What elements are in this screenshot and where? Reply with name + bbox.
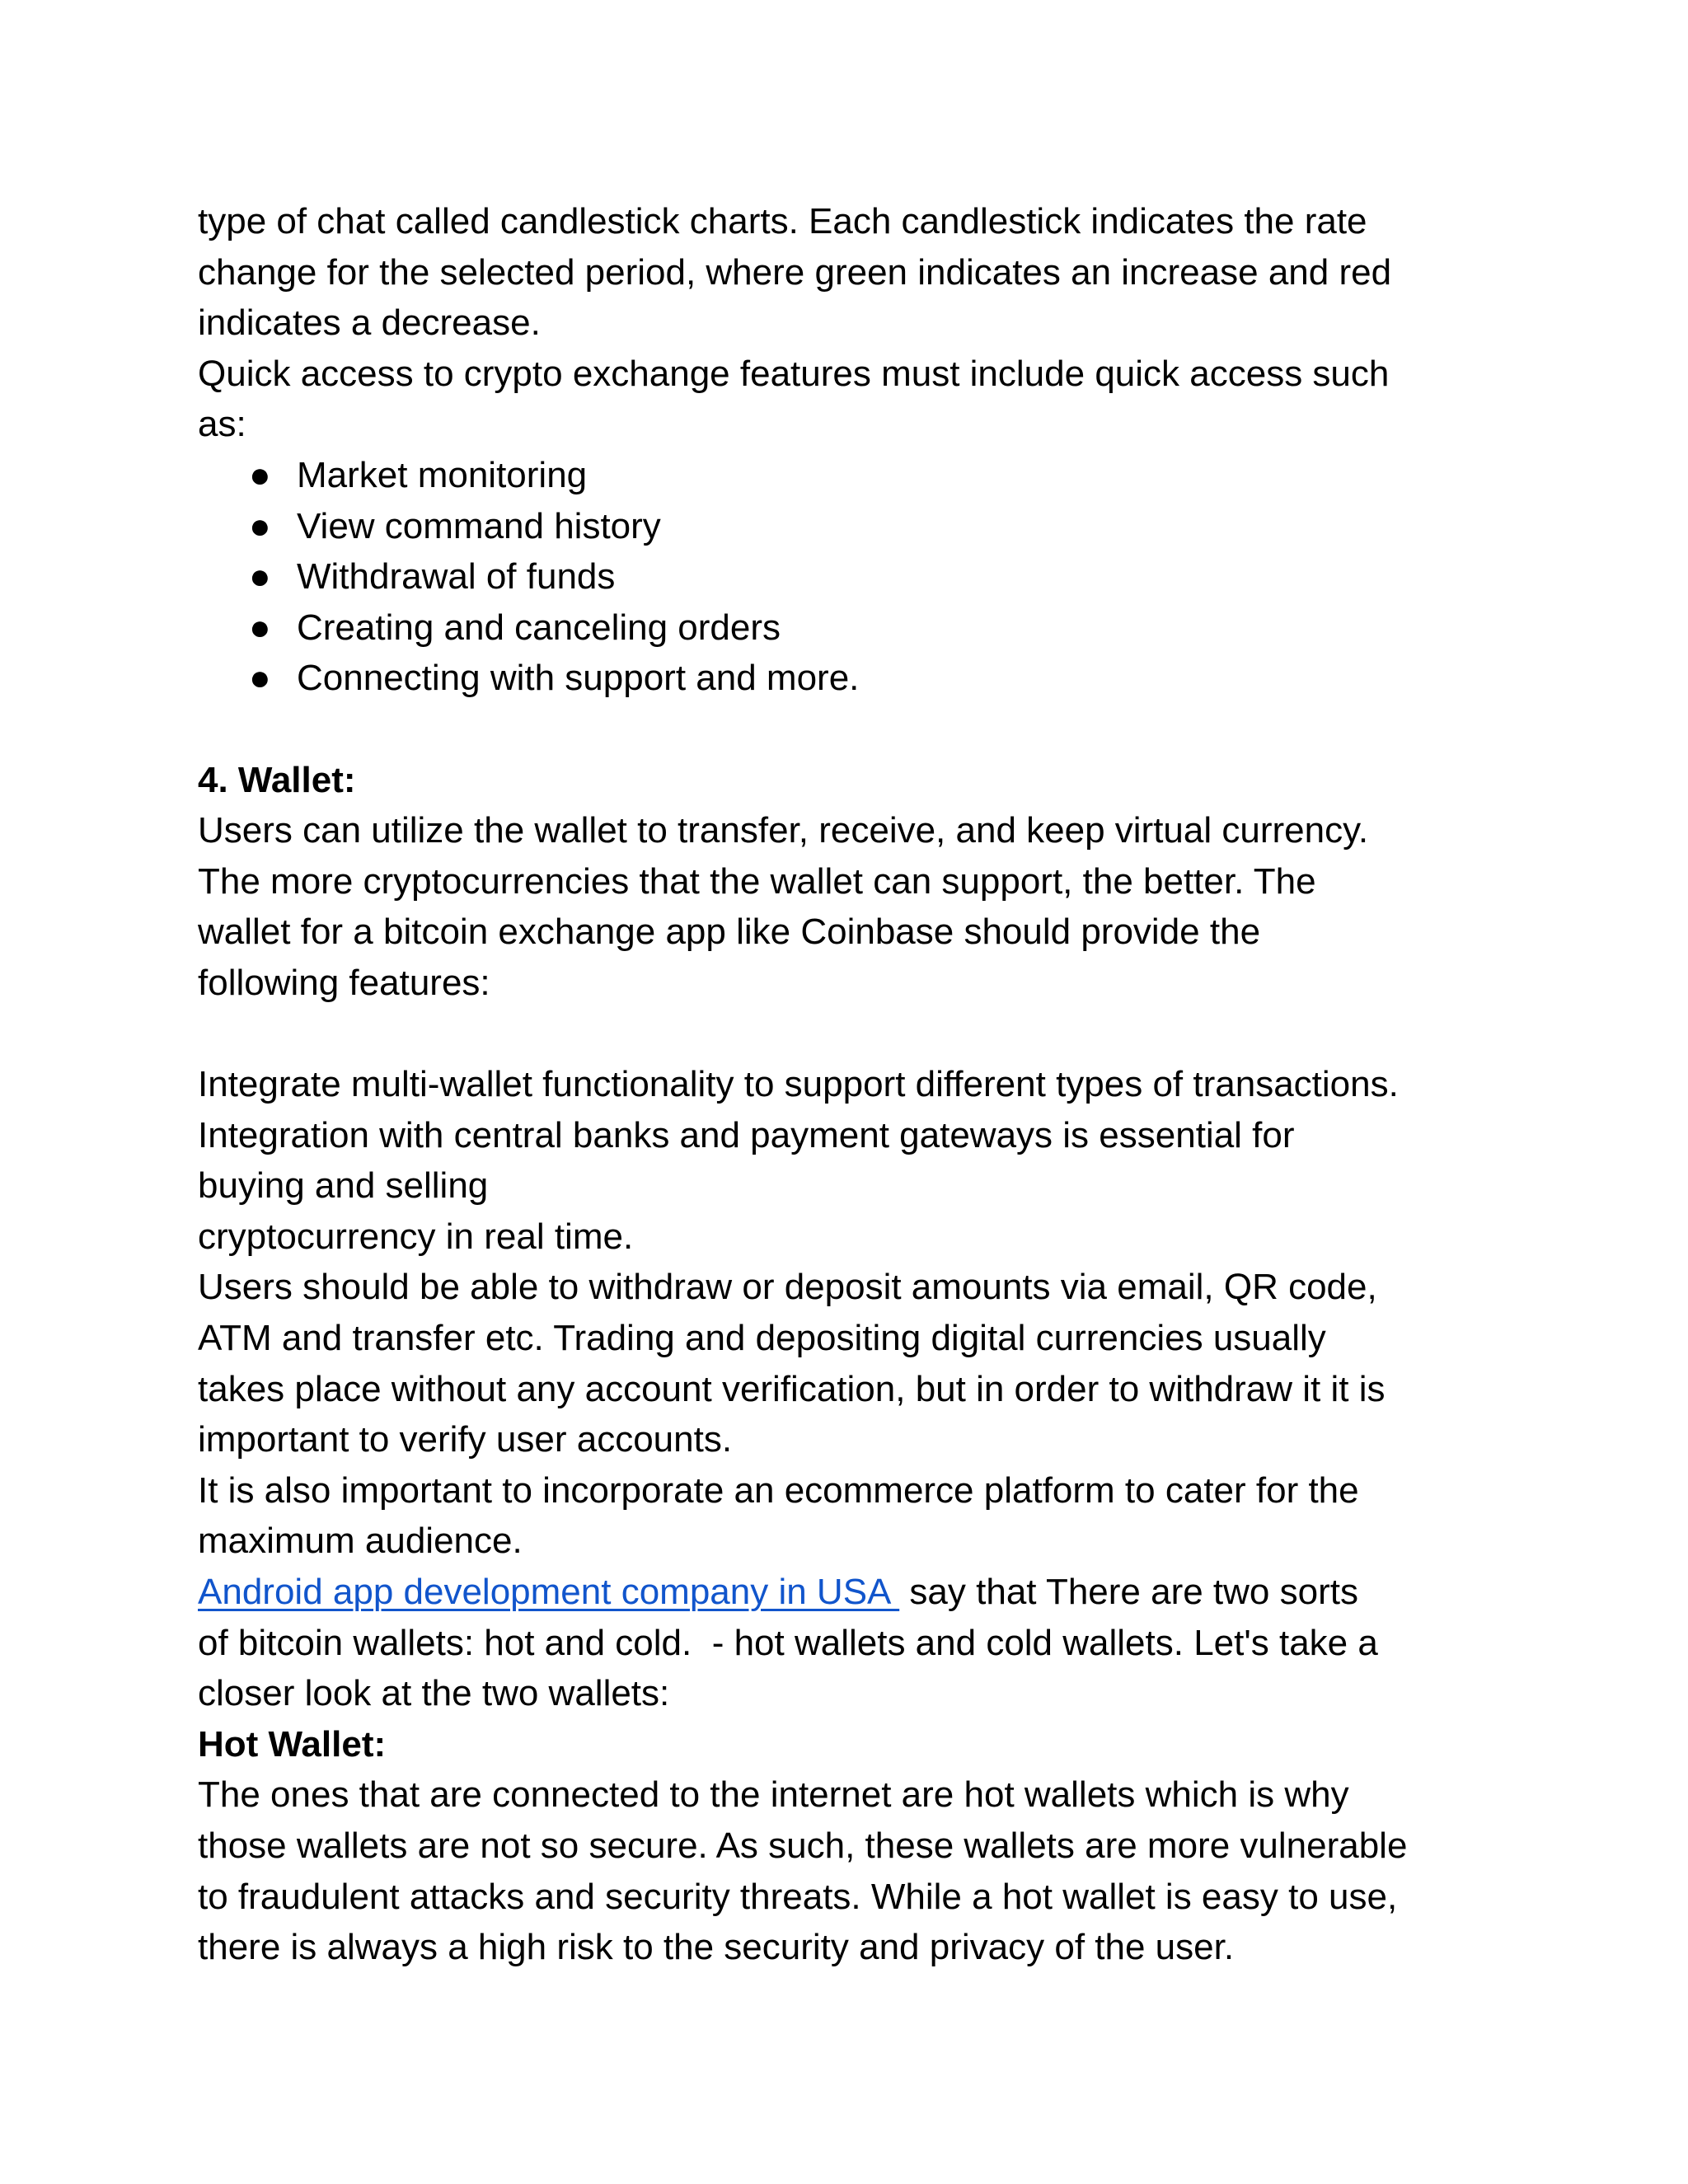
- spacer: [198, 1009, 1500, 1060]
- text-line: those wallets are not so secure. As such, these wallets are more vulnerable: [198, 1825, 1408, 1866]
- text-line: following features:: [198, 962, 490, 1003]
- text-line: indicates a decrease.: [198, 302, 541, 344]
- text-line: takes place without any account verification, but in order to withdraw it it is: [198, 1368, 1386, 1409]
- list-item-label: Connecting with support and more.: [297, 658, 860, 699]
- list-item-label: View command history: [297, 505, 661, 546]
- list-item: [198, 501, 1500, 552]
- text-line: important to verify user accounts.: [198, 1419, 733, 1460]
- wallet-intro-paragraph: [198, 805, 1500, 1008]
- text-line: [198, 1567, 1500, 1618]
- wallet-features-paragraph: [198, 1059, 1500, 1567]
- text-line: Users can utilize the wallet to transfer, receive, and keep virtual currency.: [198, 810, 1369, 851]
- wallet-types-paragraph: [198, 1567, 1500, 1719]
- text-line: Integrate multi-wallet functionality to support different types of transactions.: [198, 1064, 1399, 1105]
- text-line: Quick access to crypto exchange features must include quick access such: [198, 353, 1390, 394]
- hot-wallet-paragraph: [198, 1769, 1500, 1972]
- list-item: [198, 653, 1500, 704]
- text-line: buying and selling: [198, 1165, 489, 1207]
- text-line: The ones that are connected to the internet are hot wallets which is why: [198, 1774, 1349, 1816]
- android-company-link[interactable]: Android app development company in USA: [198, 1572, 900, 1613]
- list-item-label: Creating and canceling orders: [297, 607, 781, 648]
- text-line: as:: [198, 404, 246, 445]
- text-line: cryptocurrency in real time.: [198, 1216, 634, 1257]
- text-line: Users should be able to withdraw or deposit amounts via email, QR code,: [198, 1267, 1377, 1308]
- list-item-label: Withdrawal of funds: [297, 556, 616, 598]
- intro-paragraph: [198, 196, 1500, 450]
- text-line: Integration with central banks and payment gateways is essential for: [198, 1114, 1295, 1155]
- bullet-icon: ●: [249, 505, 271, 546]
- list-item: [198, 450, 1500, 501]
- text-line: The more cryptocurrencies that the wallet can support, the better. The: [198, 860, 1316, 902]
- list-item: [198, 602, 1500, 654]
- text-line: there is always a high risk to the security and privacy of the user.: [198, 1927, 1235, 1968]
- text-line: type of chat called candlestick charts. Each candlestick indicates the rate: [198, 201, 1367, 241]
- list-item: [198, 551, 1500, 602]
- text-line: to fraudulent attacks and security threats. While a hot wallet is easy to use,: [198, 1876, 1398, 1917]
- quick-access-list: [198, 450, 1500, 704]
- spacer: [198, 704, 1500, 755]
- wallet-heading: 4. Wallet:: [198, 759, 356, 800]
- hot-wallet-heading: Hot Wallet:: [198, 1723, 387, 1765]
- bullet-icon: ●: [249, 607, 271, 648]
- text-line: closer look at the two wallets:: [198, 1673, 670, 1714]
- link-tail-text: say that There are two sorts: [899, 1572, 1358, 1613]
- text-line: change for the selected period, where green indicates an increase and red: [198, 251, 1392, 293]
- text-line: of bitcoin wallets: hot and cold. - hot wallets and cold wallets. Let's take a: [198, 1622, 1378, 1663]
- document-page: [198, 196, 1500, 1973]
- text-line: wallet for a bitcoin exchange app like Coinbase should provide the: [198, 912, 1261, 953]
- bullet-icon: ●: [249, 454, 271, 495]
- text-line: maximum audience.: [198, 1521, 523, 1562]
- bullet-icon: ●: [249, 556, 271, 598]
- text-line: It is also important to incorporate an ecommerce platform to cater for the: [198, 1469, 1359, 1511]
- bullet-icon: ●: [249, 658, 271, 699]
- text-line: ATM and transfer etc. Trading and depositing digital currencies usually: [198, 1318, 1326, 1359]
- list-item-label: Market monitoring: [297, 454, 588, 495]
